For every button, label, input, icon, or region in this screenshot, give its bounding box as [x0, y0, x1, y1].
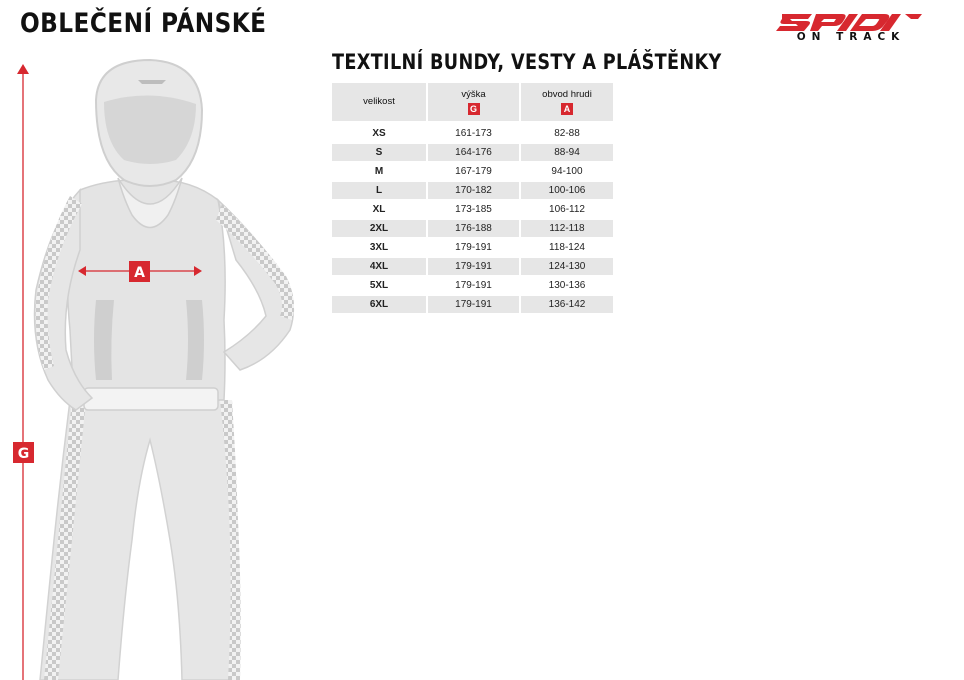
cell-chest: 112-118	[519, 220, 613, 239]
chest-badge: A	[561, 103, 573, 115]
cell-height: 164-176	[426, 144, 519, 163]
section-title: TEXTILNÍ BUNDY, VESTY A PLÁŠTĚNKY	[332, 50, 722, 74]
cell-height: 179-191	[426, 258, 519, 277]
cell-height: 167-179	[426, 163, 519, 182]
table-row	[332, 182, 613, 201]
cell-size: M	[332, 163, 426, 182]
cell-size: S	[332, 144, 426, 163]
height-marker-badge	[13, 442, 34, 463]
cell-size: 5XL	[332, 277, 426, 296]
cell-size: 6XL	[332, 296, 426, 315]
table-row	[332, 239, 613, 258]
cell-chest: 82-88	[519, 125, 613, 144]
brand-tagline: ON TRACK	[796, 31, 906, 43]
height-arrow	[17, 64, 29, 680]
table-row	[332, 144, 613, 163]
page-title: OBLEČENÍ PÁNSKÉ	[20, 8, 267, 39]
cell-height: 176-188	[426, 220, 519, 239]
height-badge: G	[468, 103, 480, 115]
cell-chest: 118-124	[519, 239, 613, 258]
table-row	[332, 277, 613, 296]
chest-marker-badge	[129, 261, 150, 282]
cell-height: 170-182	[426, 182, 519, 201]
header-height: výška G	[426, 83, 519, 121]
cell-height: 179-191	[426, 296, 519, 315]
table-row	[332, 125, 613, 144]
figure-illustration	[0, 0, 330, 680]
cell-height: 179-191	[426, 239, 519, 258]
cell-height: 161-173	[426, 125, 519, 144]
rider-figure	[35, 60, 295, 680]
header-size: velikost	[332, 83, 426, 121]
table-header-row	[332, 83, 613, 121]
svg-text:A: A	[134, 265, 145, 281]
cell-size: XL	[332, 201, 426, 220]
cell-size: XS	[332, 125, 426, 144]
cell-chest: 130-136	[519, 277, 613, 296]
table-row	[332, 220, 613, 239]
cell-chest: 94-100	[519, 163, 613, 182]
cell-size: L	[332, 182, 426, 201]
table-row	[332, 201, 613, 220]
cell-size: 3XL	[332, 239, 426, 258]
table-row	[332, 296, 613, 315]
cell-size: 4XL	[332, 258, 426, 277]
size-table	[332, 83, 613, 315]
cell-chest: 124-130	[519, 258, 613, 277]
cell-chest: 100-106	[519, 182, 613, 201]
cell-chest: 88-94	[519, 144, 613, 163]
cell-chest: 106-112	[519, 201, 613, 220]
table-row	[332, 163, 613, 182]
cell-height: 173-185	[426, 201, 519, 220]
cell-size: 2XL	[332, 220, 426, 239]
header-chest: obvod hrudi A	[519, 83, 613, 121]
cell-height: 179-191	[426, 277, 519, 296]
svg-text:G: G	[17, 446, 30, 462]
cell-chest: 136-142	[519, 296, 613, 315]
table-row	[332, 258, 613, 277]
